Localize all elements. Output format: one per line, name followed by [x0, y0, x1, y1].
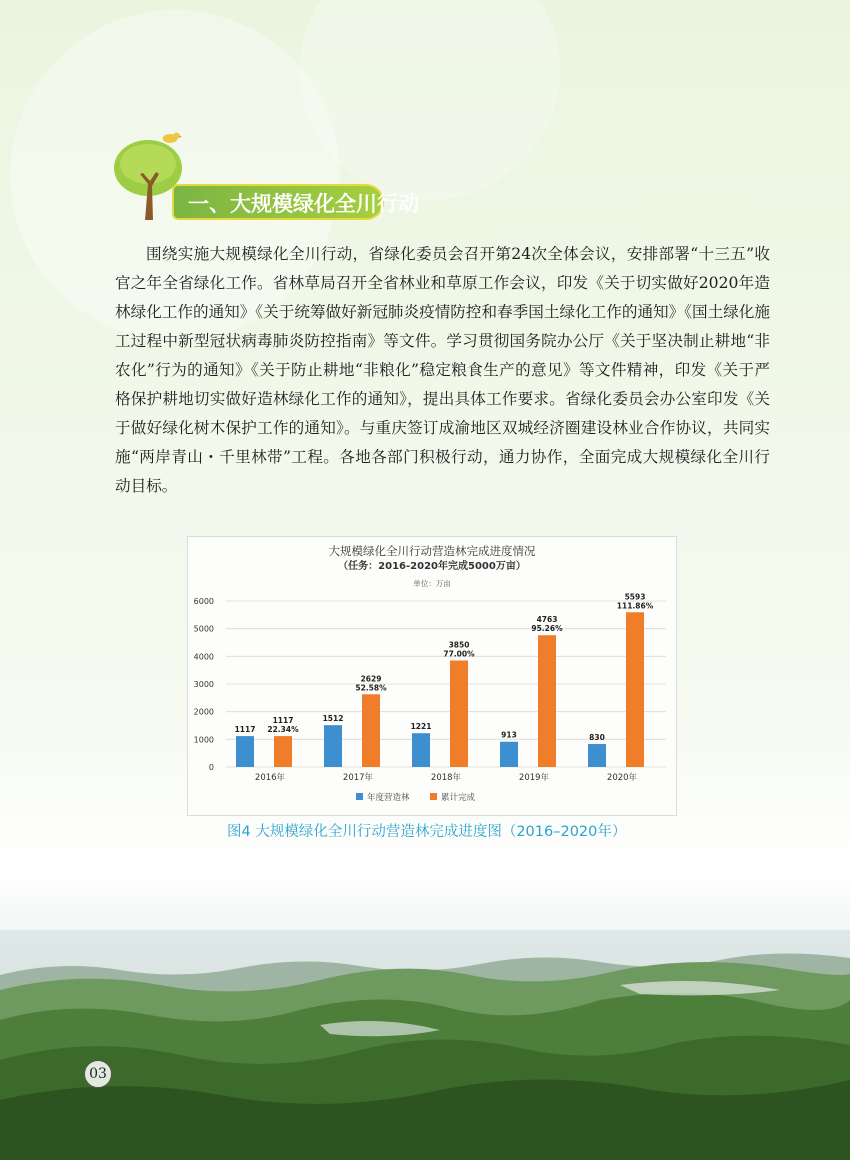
y-tick-label: 5000 — [193, 624, 214, 634]
data-label-percent: 95.26% — [531, 624, 563, 634]
section-heading — [112, 128, 419, 228]
bar-annual — [324, 725, 342, 767]
chart-unit: 单位：万亩 — [413, 579, 451, 588]
bar-annual — [236, 736, 254, 767]
bar-cumulative — [450, 660, 468, 767]
data-label-value: 4763 — [536, 615, 558, 625]
data-label-percent: 77.00% — [443, 649, 475, 659]
legend-label-annual: 年度营造林 — [367, 793, 410, 803]
bird-icon — [160, 130, 182, 145]
x-tick-label: 2020年 — [606, 773, 638, 783]
bar-cumulative — [274, 736, 292, 767]
section-title: 一、大规模绿化全川行动 — [172, 184, 384, 220]
data-label-percent: 22.34% — [267, 725, 299, 735]
bar-annual — [588, 744, 606, 767]
x-tick-label: 2018年 — [430, 773, 462, 783]
bar-annual — [500, 742, 518, 767]
data-label-value: 1117 — [272, 716, 294, 726]
data-label-value: 2629 — [360, 674, 382, 684]
y-tick-label: 0 — [208, 763, 214, 772]
legend-label-cumulative: 累计完成 — [441, 793, 476, 803]
data-label-value: 3850 — [448, 640, 470, 650]
y-tick-label: 6000 — [193, 597, 214, 606]
y-tick-label: 1000 — [193, 735, 214, 745]
data-label-value: 830 — [589, 733, 605, 743]
data-label-value: 5593 — [624, 592, 646, 602]
legend-swatch-cumulative — [430, 793, 437, 800]
data-label-value: 1512 — [322, 714, 344, 724]
bar-chart — [187, 536, 677, 816]
y-tick-label: 4000 — [193, 652, 214, 662]
page-number: 03 — [84, 1060, 112, 1088]
chart-svg — [188, 537, 676, 815]
x-tick-label: 2016年 — [254, 773, 286, 783]
data-label-value: 913 — [501, 730, 517, 740]
bar-cumulative — [538, 635, 556, 767]
figure-caption: 图4 大规模绿化全川行动营造林完成进度图（2016–2020年） — [227, 824, 627, 840]
x-tick-label: 2017年 — [342, 773, 374, 783]
bar-annual — [412, 733, 430, 767]
data-label-value: 1221 — [410, 722, 432, 732]
legend-swatch-annual — [356, 793, 363, 800]
landscape-photo — [0, 930, 850, 1160]
bar-cumulative — [626, 612, 644, 767]
chart-title: 大规模绿化全川行动营造林完成进度情况 — [328, 544, 536, 558]
body-paragraph: 围绕实施大规模绿化全川行动，省绿化委员会召开第24次全体会议，安排部署“十三五”收官之年全省绿化工作。省林草局召开全省林业和草原工作会议，印发《关于切实做好2020年造林绿化工作的通知》《关于统筹做好新冠肺炎疫情防控和春季国土绿化工作的通知》《国土绿化施工过程中新型冠状病毒肺炎防控指南》等文件。学习贯彻国务院办公厅《关于坚决制止耕地“非农化”行为的通知》《关于防止耕地“非粮化”稳定粮食生产的意见》等文件精神，印发《关于严格保护耕地切实做好造林绿化工作的通知》，提出具体工作要求。省绿化委员会办公室印发《关于做好绿化树木保护工作的通知》。与重庆签订成渝地区双城经济圈建设林业合作协议，共同实施“两岸青山・千里林带”工程。各地各部门积极行动，通力协作，全面完成大规模绿化全川行动目标。 — [115, 245, 770, 495]
x-tick-label: 2019年 — [518, 773, 550, 783]
y-tick-label: 2000 — [193, 707, 214, 717]
bar-cumulative — [362, 694, 380, 767]
chart-legend — [356, 792, 476, 803]
data-label-percent: 52.58% — [355, 683, 387, 693]
chart-subtitle: （任务：2016-2020年完成5000万亩） — [338, 561, 526, 572]
data-label-value: 1117 — [234, 725, 256, 735]
data-label-percent: 111.86% — [616, 601, 654, 611]
y-tick-label: 3000 — [193, 680, 214, 689]
